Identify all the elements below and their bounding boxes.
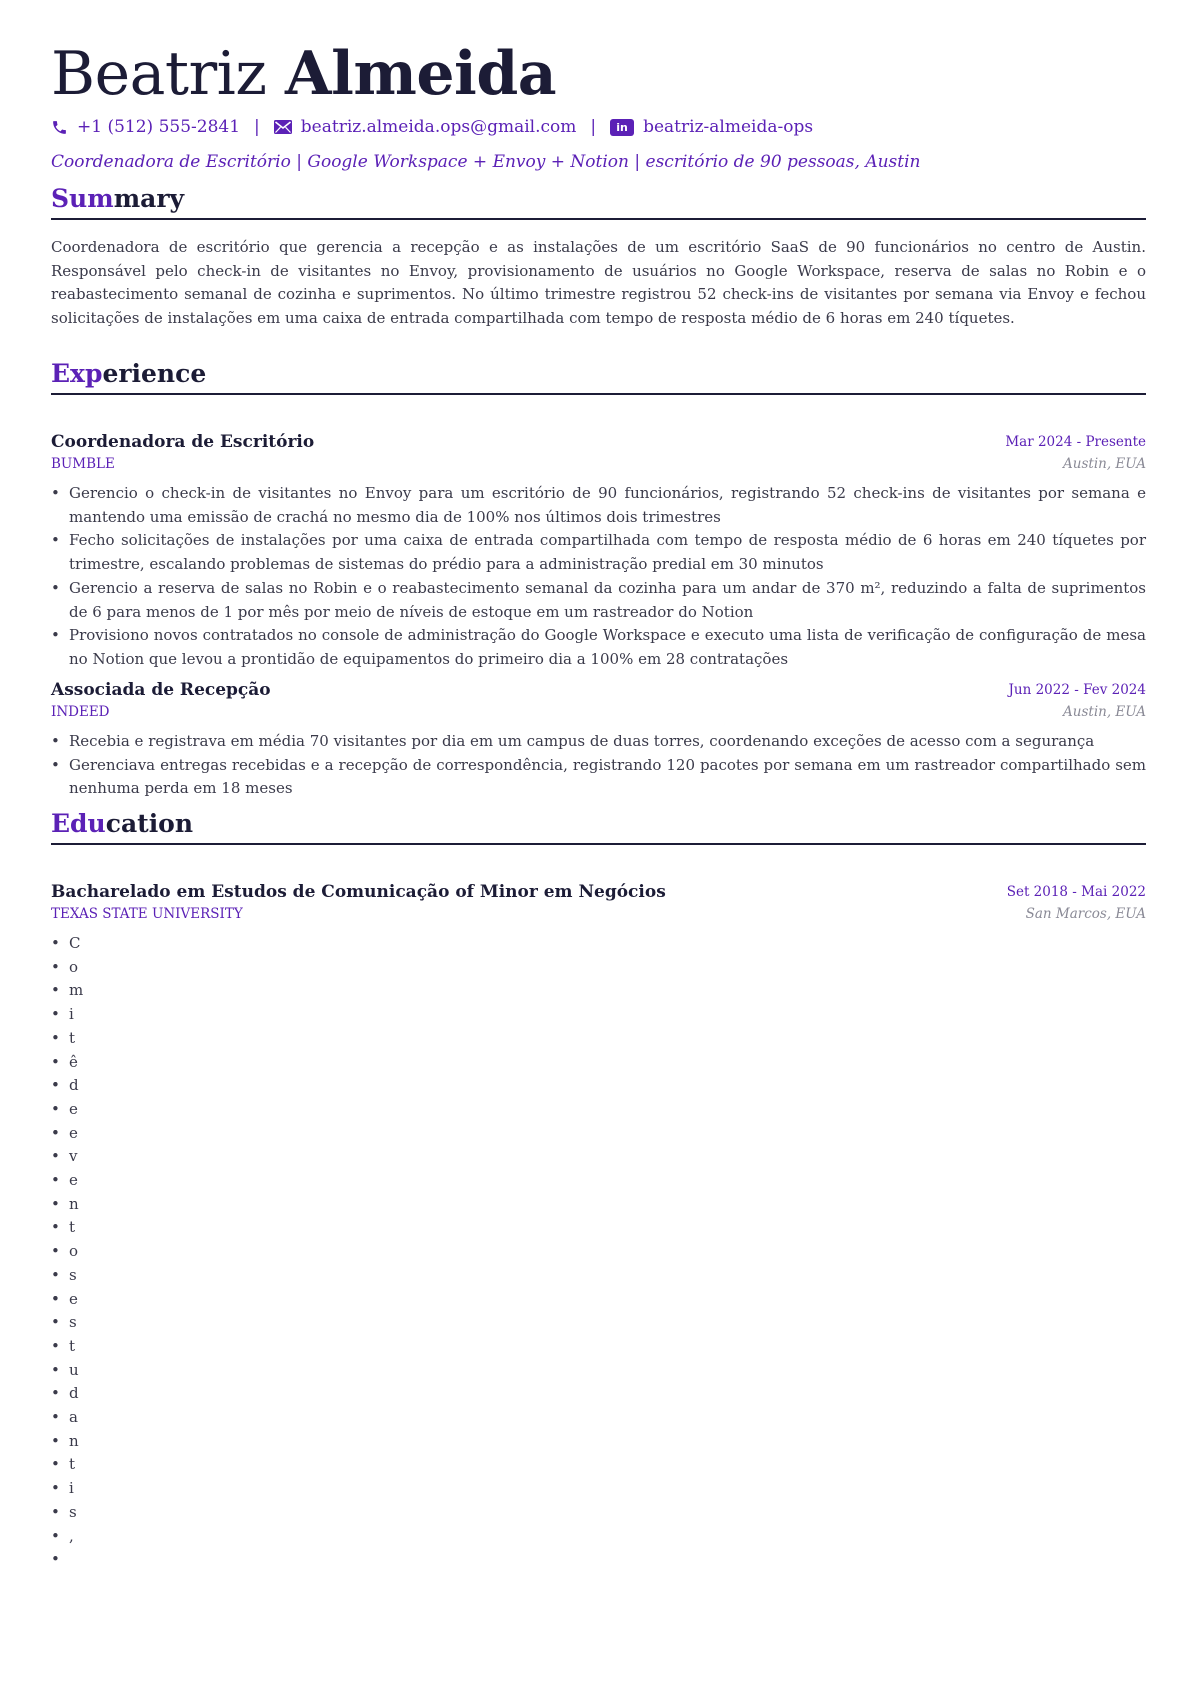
list-item: • d xyxy=(51,1074,1146,1098)
list-item: • a xyxy=(51,1406,1146,1430)
last-name: Almeida xyxy=(285,39,557,109)
list-item: • e xyxy=(51,1098,1146,1122)
list-item: • t xyxy=(51,1027,1146,1051)
linkedin-text: beatriz-almeida-ops xyxy=(643,117,814,137)
section-title-accent: Sum xyxy=(51,184,114,213)
list-item: • i xyxy=(51,1477,1146,1501)
list-item: • t xyxy=(51,1335,1146,1359)
first-name: Beatriz xyxy=(51,39,267,109)
list-item: • o xyxy=(51,956,1146,980)
job-bullets xyxy=(51,482,1146,672)
list-item: • e xyxy=(51,1122,1146,1146)
section-title-experience xyxy=(51,359,1146,395)
list-item: • Gerenciava entregas recebidas e a recepção de correspondência, registrando 120 pacotes por semana em um rastreador compartilhado sem nenhuma perda em 18 meses xyxy=(51,754,1146,801)
section-title-summary xyxy=(51,184,1146,220)
list-item: • s xyxy=(51,1264,1146,1288)
education-dates: Set 2018 - Mai 2022 xyxy=(1006,884,1146,900)
list-item: • n xyxy=(51,1430,1146,1454)
list-item: • C xyxy=(51,932,1146,956)
list-item: • ê xyxy=(51,1051,1146,1075)
list-item: • o xyxy=(51,1240,1146,1264)
list-item: • m xyxy=(51,979,1146,1003)
education-location: San Marcos, EUA xyxy=(1025,906,1146,922)
list-item: • s xyxy=(51,1501,1146,1525)
list-item: • v xyxy=(51,1145,1146,1169)
list-item: • Recebia e registrava em média 70 visitantes por dia em um campus de duas torres, coordenando exceções de acesso com a segurança xyxy=(51,730,1146,754)
job-title: Coordenadora de Escritório xyxy=(51,432,315,452)
list-item: • t xyxy=(51,1216,1146,1240)
section-title-accent: Edu xyxy=(51,809,106,838)
list-item: • n xyxy=(51,1193,1146,1217)
list-item: • Gerencio a reserva de salas no Robin e o reabastecimento semanal da cozinha para um andar de 370 m², reduzindo a falta de suprimentos de 6 para menos de 1 por mês por meio de níveis de estoque em um rastreador do Notion xyxy=(51,577,1146,624)
section-title-education xyxy=(51,809,1146,845)
section-title-rest: cation xyxy=(105,809,194,838)
school-name: TEXAS STATE UNIVERSITY xyxy=(51,906,243,922)
list-item: • t xyxy=(51,1453,1146,1477)
contact-separator: | xyxy=(590,117,597,137)
education-bullets xyxy=(51,932,1146,1548)
list-item: • i xyxy=(51,1003,1146,1027)
contact-phone[interactable] xyxy=(51,117,240,137)
envelope-icon xyxy=(274,120,292,134)
list-item: • s xyxy=(51,1311,1146,1335)
contact-separator: | xyxy=(254,117,260,137)
contact-email[interactable] xyxy=(274,117,577,137)
list-item: • e xyxy=(51,1288,1146,1312)
section-title-rest: mary xyxy=(113,184,185,213)
tagline: Coordenadora de Escritório | Google Workspace + Envoy + Notion | escritório de 90 pessoas, Austin xyxy=(51,152,921,172)
job-bullets xyxy=(51,730,1146,801)
list-item: • u xyxy=(51,1359,1146,1383)
linkedin-icon: in xyxy=(610,119,634,136)
section-title-accent: Exp xyxy=(51,359,103,388)
list-item: • Gerencio o check-in de visitantes no Envoy para um escritório de 90 funcionários, registrando 52 check-ins de visitantes por semana e mantendo uma emissão de crachá no mesmo dia de 100% nos últimos dois trimestres xyxy=(51,482,1146,529)
job-company: INDEED xyxy=(51,704,110,720)
phone-text: +1 (512) 555-2841 xyxy=(77,117,241,137)
contact-linkedin[interactable] xyxy=(610,117,813,137)
section-title-rest: erience xyxy=(102,359,207,388)
list-item: • d xyxy=(51,1382,1146,1406)
job-dates: Mar 2024 - Presente xyxy=(1005,434,1146,450)
list-item: • Provisiono novos contratados no console de administração do Google Workspace e executo uma lista de verificação de configuração de mesa no Notion que levou a prontidão de equipamentos do primeiro dia a 100% em 28 contratações xyxy=(51,624,1146,671)
candidate-name xyxy=(51,38,556,110)
list-item: • e xyxy=(51,1169,1146,1193)
list-item: • Fecho solicitações de instalações por uma caixa de entrada compartilhada com tempo de resposta médio de 6 horas em 240 tíquetes por trimestre, escalando problemas de sistemas do prédio para a administração predial em 30 minutos xyxy=(51,529,1146,576)
contact-bar xyxy=(51,114,813,140)
degree-title: Bacharelado em Estudos de Comunicação of Minor em Negócios xyxy=(51,882,666,902)
job-location: Austin, EUA xyxy=(1063,456,1146,472)
email-text: beatriz.almeida.ops@gmail.com xyxy=(300,117,577,137)
job-title: Associada de Recepção xyxy=(51,680,271,700)
list-item: • , xyxy=(51,1525,1146,1549)
job-dates: Jun 2022 - Fev 2024 xyxy=(1008,682,1146,698)
phone-icon xyxy=(51,119,68,136)
job-location: Austin, EUA xyxy=(1063,704,1146,720)
job-company: BUMBLE xyxy=(51,456,115,472)
summary-text: Coordenadora de escritório que gerencia a recepção e as instalações de um escritório SaaS de 90 funcionários no centro de Austin. Responsável pelo check-in de visitantes no Envoy, provisionamento de usuários no Google Workspace, reserva de salas no Robin e o reabastecimento semanal de cozinha e suprimentos. No último trimestre registrou 52 check-ins de visitantes por semana via Envoy e fechou solicitações de instalações em uma caixa de entrada compartilhada com tempo de resposta médio de 6 horas em 240 tíquetes. xyxy=(51,238,1146,328)
